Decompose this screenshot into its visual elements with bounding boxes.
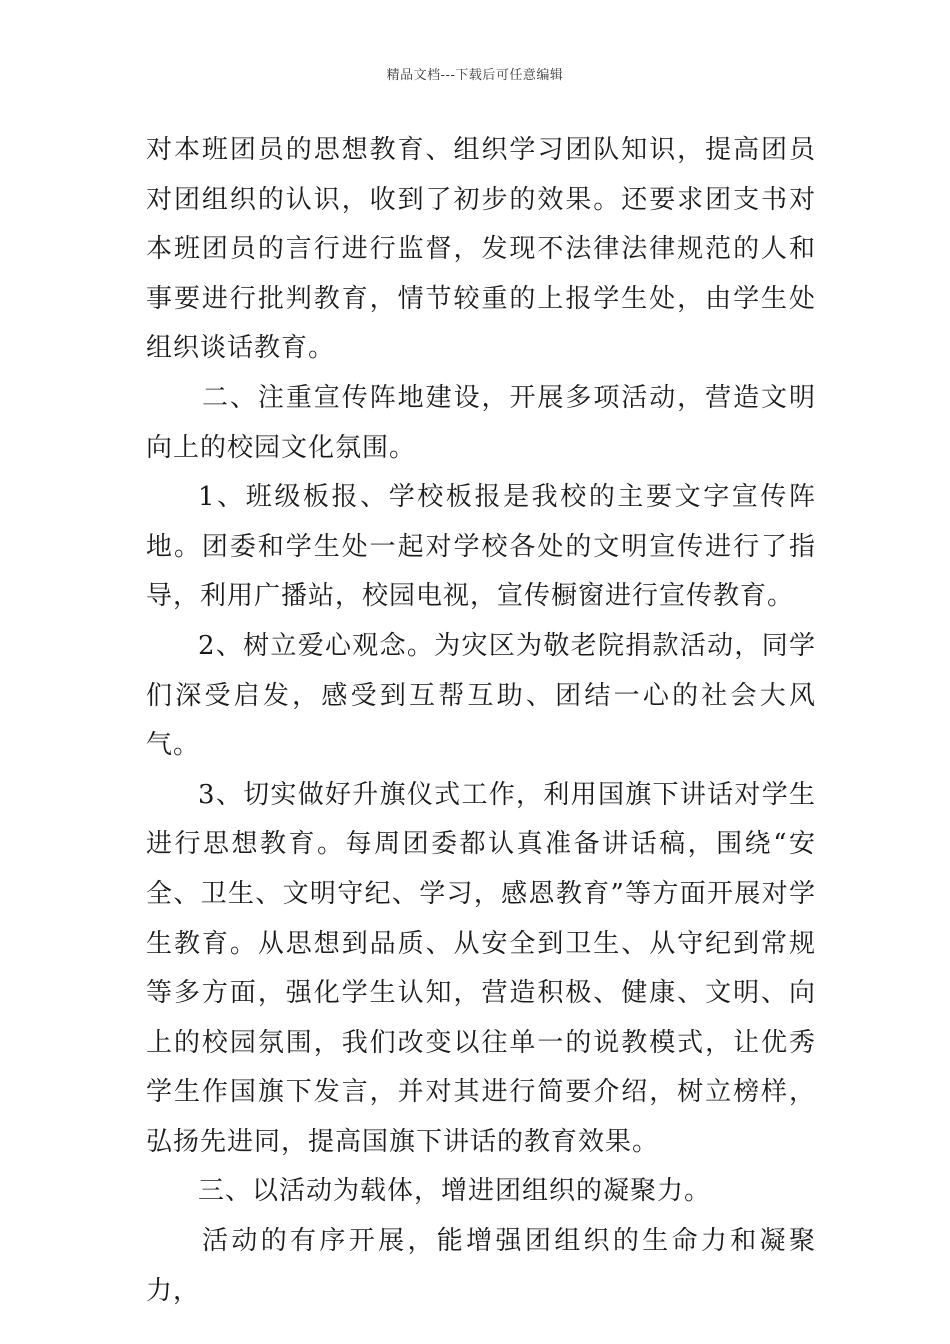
paragraph-continuation: 对本班团员的思想教育、组织学习团队知识，提高团员对团组织的认识，收到了初步的效果。还要求团支书对本班团员的言行进行监督，发现不法律法律规范的人和事要进行批判教育，情节较重的上报学生处，由学生处组织谈话教育。 (146, 135, 816, 364)
section-heading-3: 三、以活动为载体，增进团组织的凝聚力。 (198, 1176, 712, 1207)
section-heading-2: 二、注重宣传阵地建设，开展多项活动，营造文明向上的校园文化氛围。 (146, 382, 816, 463)
paragraph-item-3: 3、切实做好升旗仪式工作，利用国旗下讲话对学生进行思想教育。每周团委都认真准备讲话稿，围绕“安全、卫生、文明守纪、学习，感恩教育”等方面开展对学生教育。从思想到品质、从安全到卫生、从守纪到常规等多方面，强化学生认知，营造积极、健康、文明、向上的校园氛围，我们改变以往单一的说教模式，让优秀学生作国旗下发言，并对其进行简要介绍，树立榜样，弘扬先进同，提高国旗下讲话的教育效果。 (146, 779, 816, 1157)
document-body (146, 126, 816, 1316)
paragraph-activity: 活动的有序开展，能增强团组织的生命力和凝聚力， (146, 1226, 816, 1306)
page-header: 精品文档---下载后可任意编辑 (386, 68, 564, 83)
paragraph-item-1: 1、班级板报、学校板报是我校的主要文字宣传阵地。团委和学生处一起对学校各处的文明宣传进行了指导，利用广播站，校园电视，宣传橱窗进行宣传教育。 (146, 482, 816, 612)
paragraph-item-2: 2、树立爱心观念。为灾区为敬老院捐款活动，同学们深受启发，感受到互帮互助、团结一心的社会大风气。 (146, 630, 816, 761)
